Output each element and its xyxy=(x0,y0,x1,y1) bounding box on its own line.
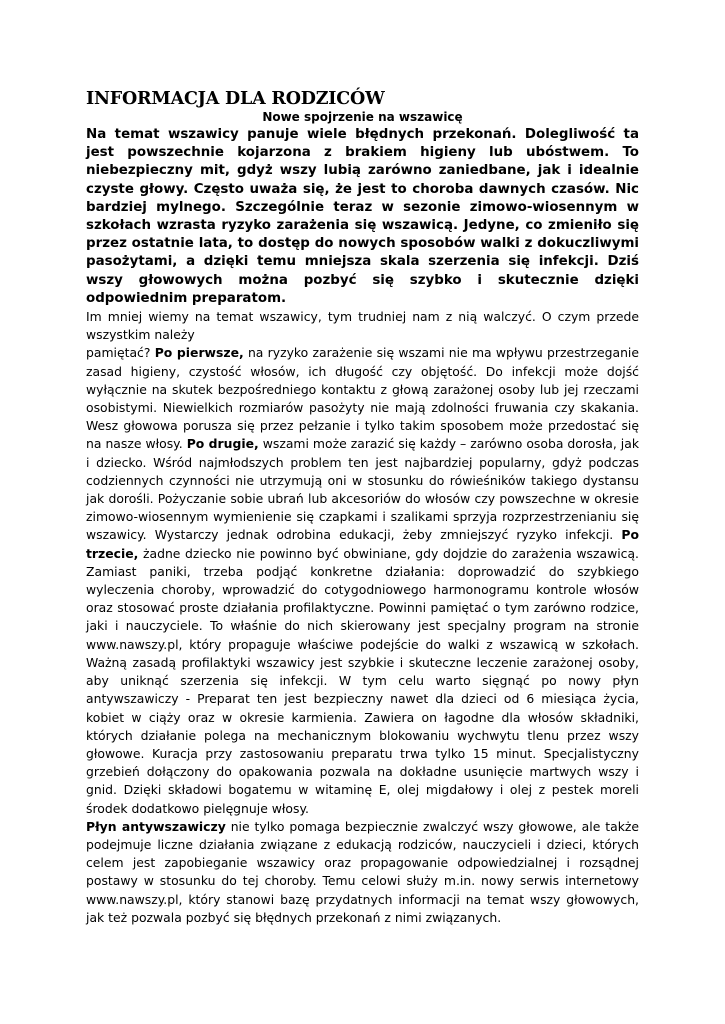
document-subtitle: Nowe spojrzenie na wszawicę xyxy=(262,110,463,124)
closing-paragraph xyxy=(86,818,639,927)
highlight-third: Po trzecie, xyxy=(86,527,639,561)
highlight-first: Po pierwsze, xyxy=(154,345,244,361)
closing-text: nie tylko pomaga bezpiecznie zwalczyć wszy głowowe, ale także podejmuje liczne działania związane z edukacją rodziców, nauczycieli i dzieci, których celem jest zapobieganie wszawicy oraz propagowanie odpowiedzialnej i rozsądnej postawy w stosunku do tej choroby. Temu celowi służy m.in. nowy serwis internetowy www.nawszy.pl, który stanowi bazę przydatnych informacji na temat wszy głowowych, jak też pozwala pozbyć się błędnych przekonań z nimi związanych. xyxy=(86,818,640,925)
body-text-3: wszami może zarazić się każdy – zarówno osoba dorosła, jak i dziecko. Wśród najmłodszych problem ten jest najbardziej popularny, gdyż podczas codziennych czynności nie utrzymują oni w stosunku do rówieśników takiego dystansu jak dorośli. Pożyczanie sobie ubrań lub akcesoriów do włosów czy powszechne w okresie zimowo-wiosennym wymienienie się czapkami i szalikami sprzyja rozprzestrzenianiu się wszawicy. Wystarczy jednak odrobina edukacji, żeby zmniejszyć ryzyko infekcji. xyxy=(86,436,639,543)
body-text-2: na ryzyko zarażenie się wszami nie ma wpływu przestrzeganie zasad higieny, czystość włosów, ich długość czy objętość. Do infekcji może dojść wyłącznie na skutek bezpośredniego kontaktu z głową zarażonej osoby lub jej rzeczami osobistymi. Niewielkich rozmiarów pasożyty nie mają zdolności fruwania czy skakania. Wesz głowowa porusza się przez pełzanie i tylko takim sposobem może przedostać się na nasze włosy. xyxy=(86,345,639,452)
document-title: INFORMACJA DLA RODZICÓW xyxy=(86,89,385,109)
intro-line: Im mniej wiemy na temat wszawicy, tym trudniej nam z nią walczyć. O czym przede wszystkim należy xyxy=(86,309,639,343)
document-page xyxy=(86,88,639,927)
body-text-1: pamiętać? xyxy=(86,345,155,361)
body-text-4: żadne dziecko nie powinno być obwiniane, gdy dojdzie do zarażenia wszawicą. Zamiast paniki, trzeba podjąć konkretne działania: doprowadzić do szybkiego wyleczenia choroby, wprowadzić do cotygodniowego harmonogramu kontrole włosów oraz stosować proste działania profilaktyczne. Powinni pamiętać o tym zarówno rodzice, jaki i nauczyciele. To właśnie do nich skierowany jest specjalny program na stronie www.nawszy.pl, który propaguje właściwe podejście do walki z wszawicą w szkołach. Ważną zasadą profilaktyki wszawicy jest szybkie i skuteczne leczenie zarażonej osoby, aby uniknąć szerzenia się infekcji. W tym celu warto sięgnąć po nowy płyn antywszawiczy - Preparat ten jest bezpieczny nawet dla dzieci od 6 miesiąca życia, kobiet w ciąży oraz w okresie karmienia. Zawiera on łagodne dla włosów składniki, których działanie polega na mechanicznym blokowaniu wychwytu tlenu przez wszy głowowe. Kuracja przy zastosowaniu preparatu trwa tylko 15 minut. Specjalistyczny grzebień dołączony do opakowania pozwala na dokładne usunięcie martwych wszy i gnid. Dzięki składowi bogatemu w witaminę E, olej migdałowy i olej z pestek moreli środek dodatkowo pielęgnuje włosy. xyxy=(86,545,639,816)
body-paragraph xyxy=(86,344,639,817)
closing-highlight: Płyn antywszawiczy xyxy=(86,818,226,834)
lead-paragraph: Na temat wszawicy panuje wiele błędnych przekonań. Dolegliwość ta jest powszechnie kojarzona z brakiem higieny lub ubóstwem. To niebezpieczny mit, gdyż wszy lubią zarówno zaniedbane, jak i idealnie czyste głowy. Często uważa się, że jest to choroba dawnych czasów. Nic bardziej mylnego. Szczególnie teraz w sezonie zimowo-wiosennym w szkołach wzrasta ryzyko zarażenia się wszawicą. Jedyne, co zmieniło się przez ostatnie lata, to dostęp do nowych sposobów walki z dokuczliwymi pasożytami, a dzięki temu mniejsza skala szerzenia się infekcji. Dziś wszy głowowych można pozbyć się szybko i skutecznie dzięki odpowiednim preparatom. xyxy=(86,127,639,306)
highlight-second: Po drugie, xyxy=(186,436,259,452)
